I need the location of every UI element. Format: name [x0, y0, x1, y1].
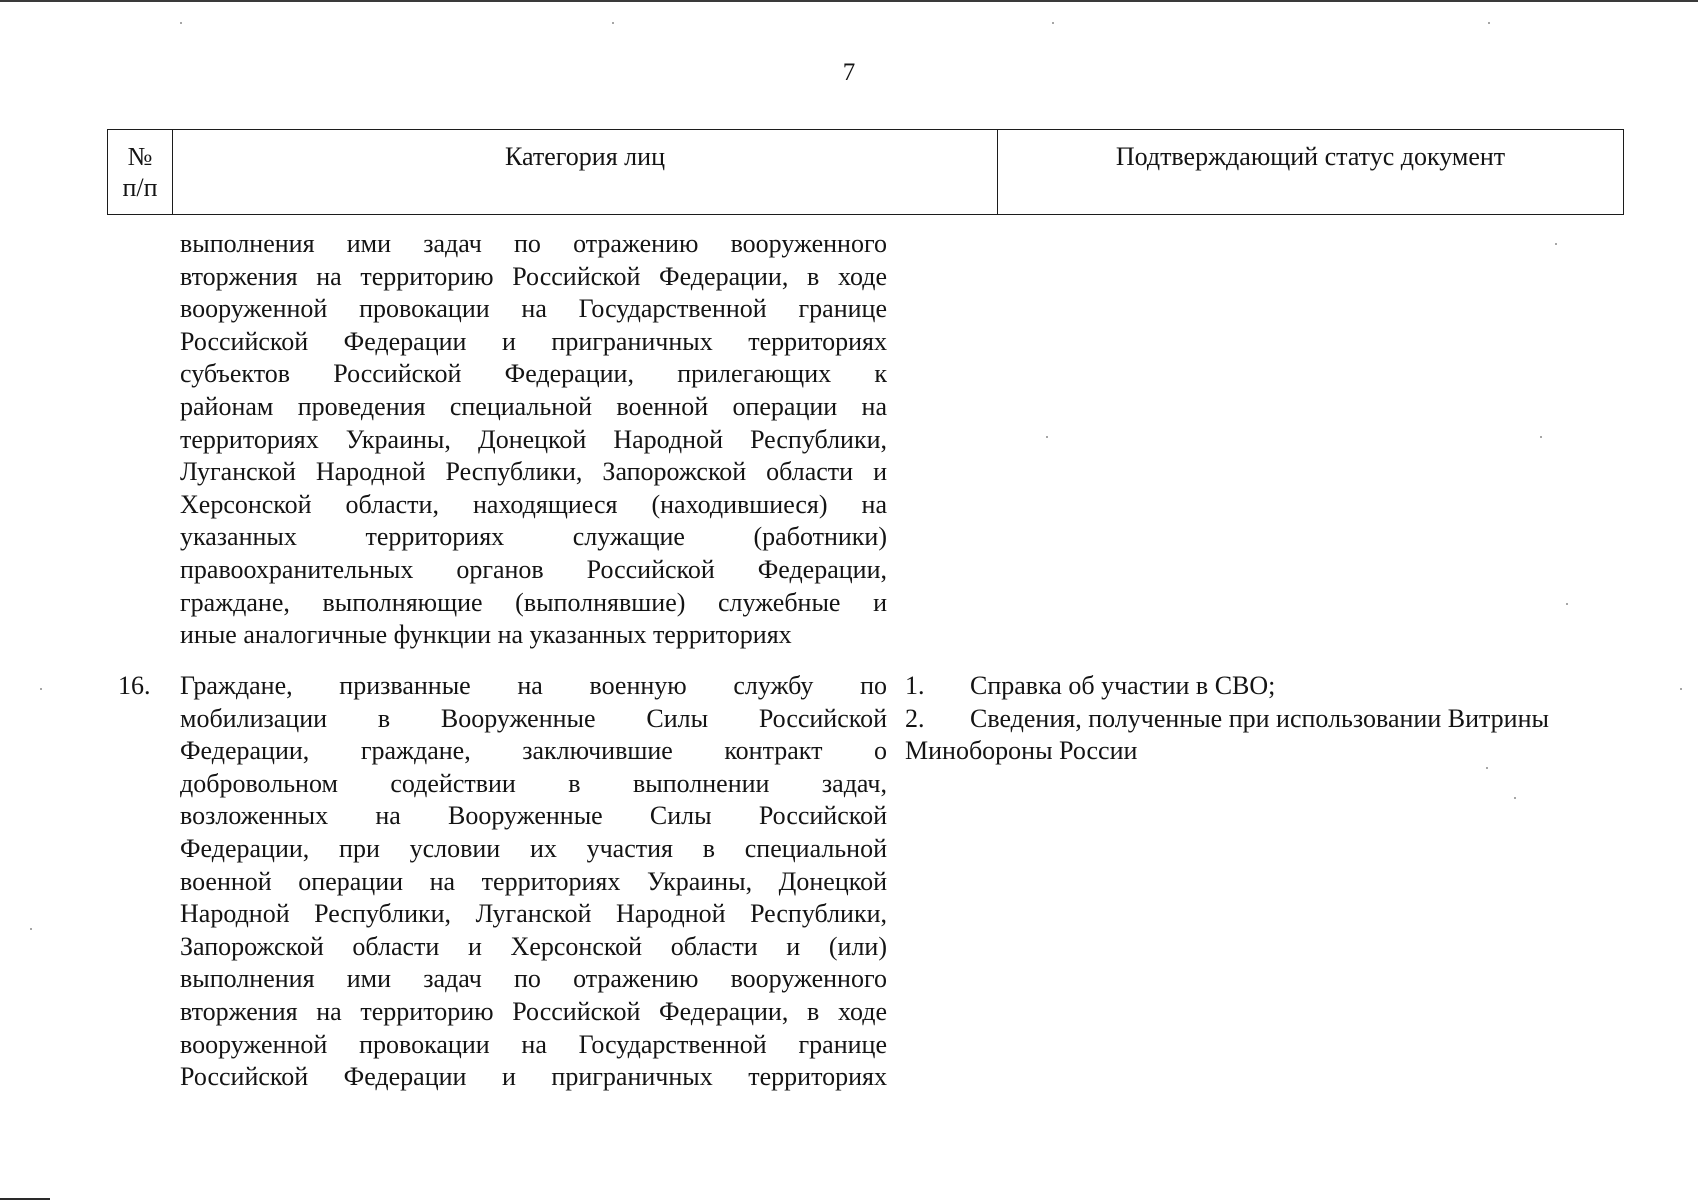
- category-line: граждане, выполняющие (выполнявшие) служебные и: [180, 587, 887, 617]
- category-line: территориях Украины, Донецкой Народной Республики,: [180, 424, 887, 454]
- category-line: вторжения на территорию Российской Федерации, в ходе: [180, 996, 887, 1026]
- document-item-text: Справка об участии в СВО;: [970, 671, 1276, 700]
- category-line: указанных территориях служащие (работники): [180, 522, 887, 552]
- column-header-document: Подтверждающий статус документ: [1115, 142, 1506, 171]
- category-line: Луганской Народной Республики, Запорожской области и: [180, 457, 887, 487]
- scan-speck: [180, 22, 182, 24]
- continuation-row-category: [180, 228, 887, 652]
- document-item-index: 2.: [905, 703, 925, 733]
- document-item: [905, 703, 1625, 736]
- category-line: добровольном содействии в выполнении задач,: [180, 768, 887, 798]
- category-line: районам проведения специальной военной операции на: [180, 391, 887, 421]
- page-number: 7: [842, 59, 856, 86]
- document-item-text: Сведения, полученные при использовании Витрины: [970, 703, 1549, 733]
- category-line: выполнения ими задач по отражению вооруженного: [180, 229, 887, 258]
- scan-speck: [30, 928, 32, 930]
- category-line: мобилизации в Вооруженные Силы Российской: [180, 703, 887, 733]
- category-line: Федерации, при условии их участия в специальной: [180, 833, 887, 863]
- scan-speck: [1555, 243, 1557, 245]
- document-item: [905, 670, 1625, 703]
- scan-edge-line: [0, 0, 1698, 2]
- category-line: Федерации, граждане, заключившие контракт о: [180, 736, 887, 766]
- row-number: 16.: [118, 671, 151, 700]
- category-line: вторжения на территорию Российской Федерации, в ходе: [180, 261, 887, 291]
- column-header-category: Категория лиц: [173, 130, 998, 214]
- category-line: Российской Федерации и приграничных территориях: [180, 326, 887, 356]
- scan-speck: [1046, 436, 1048, 438]
- row-16-documents: [905, 670, 1625, 768]
- document-item-continuation: Минобороны России: [905, 736, 1138, 766]
- category-line: Народной Республики, Луганской Народной Республики,: [180, 899, 887, 929]
- category-line: военной операции на территориях Украины, Донецкой: [180, 866, 887, 896]
- scan-speck: [1566, 603, 1568, 605]
- category-line: вооруженной провокации на Государственной границе: [180, 1029, 887, 1059]
- category-line: иные аналогичные функции на указанных территориях: [180, 620, 792, 650]
- category-line: выполнения ими задач по отражению вооруженного: [180, 964, 887, 994]
- document-item-index: 1.: [905, 671, 925, 700]
- category-line: субъектов Российской Федерации, прилегающих к: [180, 359, 887, 389]
- category-line: Граждане, призванные на военную службу по: [180, 671, 887, 700]
- category-line: возложенных на Вооруженные Силы Российской: [180, 801, 887, 831]
- category-line: Российской Федерации и приграничных территориях: [180, 1062, 887, 1092]
- scan-speck: [1514, 797, 1516, 799]
- scan-speck: [1680, 688, 1682, 690]
- table-header: [107, 129, 1624, 215]
- category-line: Запорожской области и Херсонской области и (или): [180, 931, 887, 961]
- scan-speck: [612, 22, 614, 24]
- column-header-number-line2: п/п: [122, 173, 158, 202]
- column-header-number-line1: №: [127, 142, 153, 171]
- scan-speck: [1052, 22, 1054, 24]
- scan-speck: [1540, 436, 1542, 438]
- scan-speck: [1488, 22, 1490, 24]
- scan-speck: [40, 688, 42, 690]
- column-header-number: [108, 130, 173, 214]
- category-line: Херсонской области, находящиеся (находившиеся) на: [180, 489, 887, 519]
- category-line: правоохранительных органов Российской Федерации,: [180, 554, 887, 584]
- row-16-category: [180, 670, 887, 1094]
- category-line: вооруженной провокации на Государственной границе: [180, 294, 887, 324]
